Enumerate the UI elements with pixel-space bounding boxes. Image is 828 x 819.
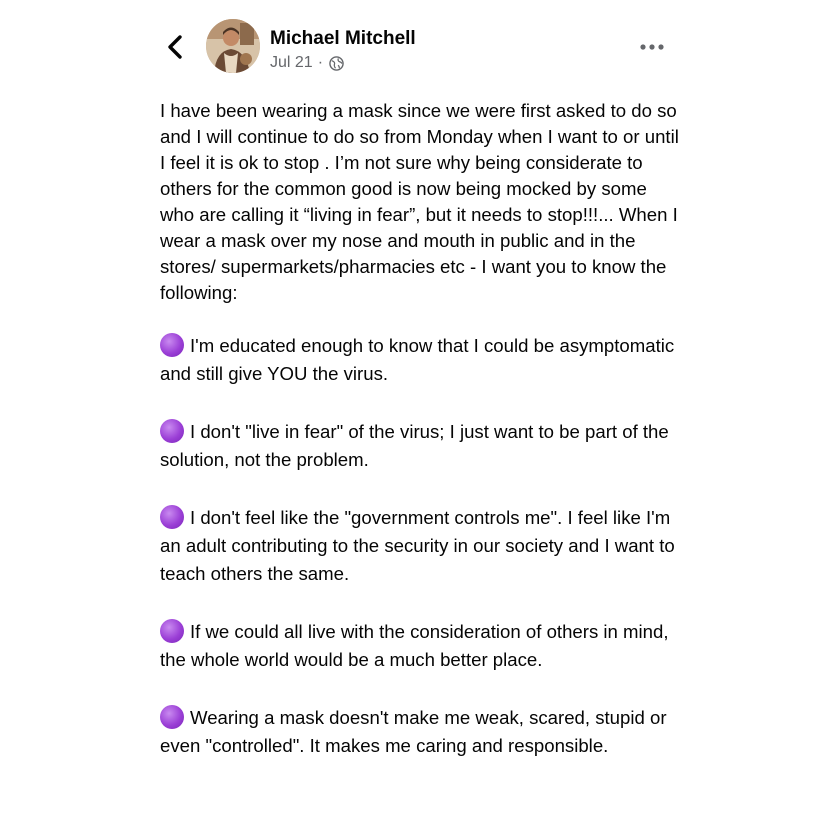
post-meta: [270, 54, 344, 72]
purple-circle-icon: [160, 505, 184, 529]
profile-photo: [206, 19, 260, 73]
bullet-text: I don't "live in fear" of the virus; I just want to be part of the solution, not the problem.: [160, 421, 669, 470]
chevron-left-icon: [166, 34, 184, 60]
back-button[interactable]: [160, 30, 190, 64]
post-date[interactable]: Jul 21: [270, 54, 313, 71]
bullet-item: [160, 504, 680, 588]
post-intro-text: I have been wearing a mask since we were first asked to do so and I will continue to do so from Monday when I want to or until I feel it is ok to stop . I’m not sure why being considerate to others for the common good is now being mocked by some who are calling it “living in fear”, but it needs to stop!!!... When I wear a mask over my nose and mouth in public and in the stores/ supermarkets/pharmacies etc - I want you to know the following:: [160, 100, 679, 303]
meta-separator: ·: [317, 54, 324, 71]
author-name[interactable]: Michael Mitchell: [270, 28, 416, 49]
post-body: [160, 98, 680, 760]
bullet-item: [160, 704, 680, 760]
purple-circle-icon: [160, 619, 184, 643]
bullet-text: I don't feel like the "government controls me". I feel like I'm an adult contributing to the security in our society and I want to teach others the same.: [160, 507, 675, 584]
avatar[interactable]: [206, 19, 260, 73]
purple-circle-icon: [160, 419, 184, 443]
bullet-text: If we could all live with the consideration of others in mind, the whole world would be a much better place.: [160, 621, 669, 670]
purple-circle-icon: [160, 333, 184, 357]
bullet-text: I'm educated enough to know that I could be asymptomatic and still give YOU the virus.: [160, 335, 675, 384]
bullet-item: [160, 618, 680, 674]
bullet-item: [160, 418, 680, 474]
globe-icon: [329, 56, 344, 71]
post-header: [0, 0, 828, 90]
more-options-button[interactable]: [637, 36, 667, 58]
bullet-item: [160, 332, 680, 388]
purple-circle-icon: [160, 705, 184, 729]
more-horizontal-icon: [639, 43, 665, 51]
bullet-text: Wearing a mask doesn't make me weak, scared, stupid or even "controlled". It makes me caring and responsible.: [160, 707, 667, 756]
